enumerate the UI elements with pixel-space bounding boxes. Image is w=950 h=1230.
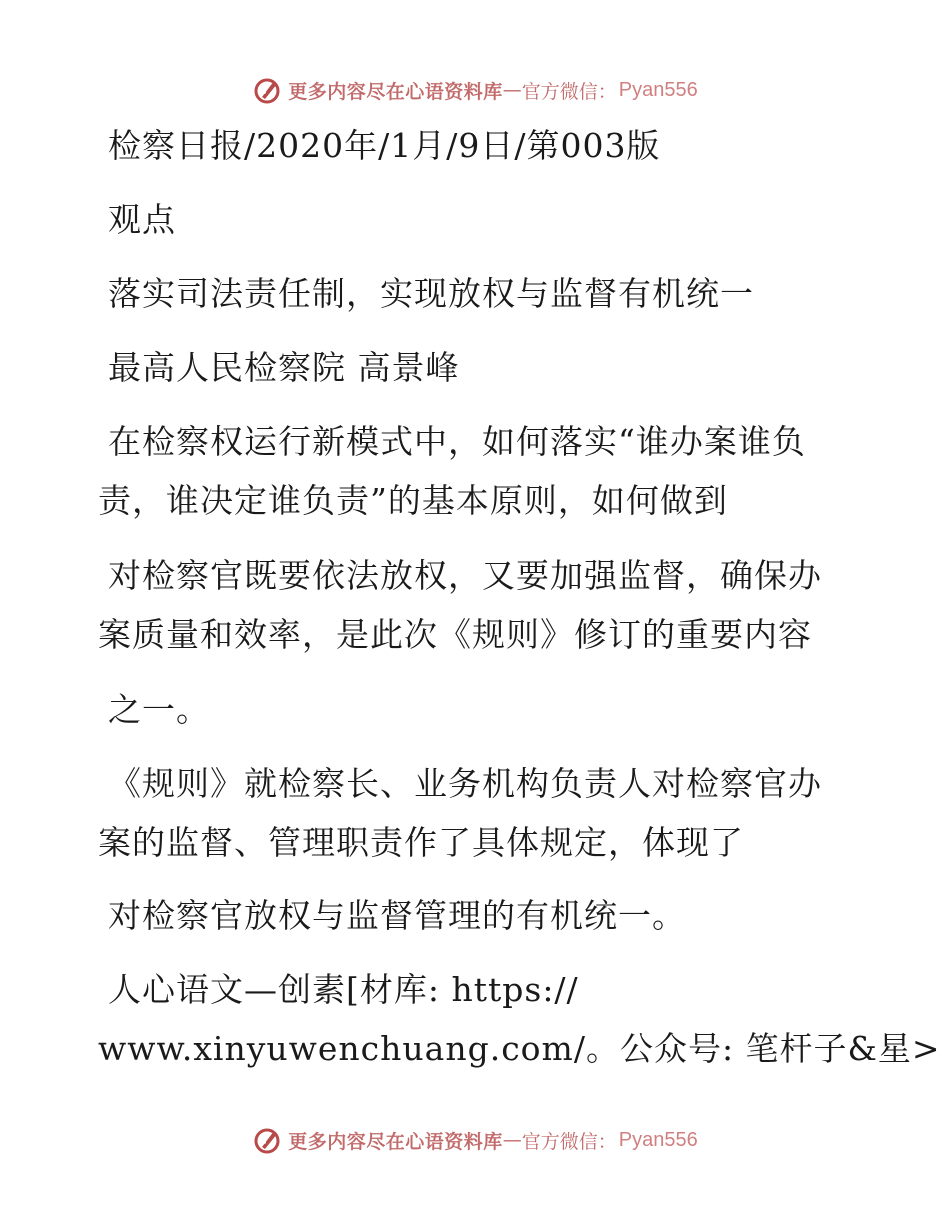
watermark-wechat-label: 官方微信： (521, 80, 617, 103)
watermark-wechat-label: 官方微信： (521, 1130, 617, 1153)
section-label: 观点 (108, 200, 176, 239)
watermark-text: 更多内容尽在心语资料库 (288, 1130, 503, 1153)
paragraph-line: www.xinyuwenchuang.com/。公众号: 笔杆子&星> (98, 1029, 941, 1068)
watermark-dash: — (502, 1129, 522, 1151)
pen-circle-logo-icon (252, 75, 282, 105)
headline: 落实司法责任制，实现放权与监督有机统一 (108, 274, 754, 313)
watermark-wechat-id: Pyan556 (618, 1128, 698, 1151)
paragraph-line: 对检察官既要依法放权，又要加强监督，确保办 (108, 556, 822, 595)
paragraph-line: 之一。 (108, 690, 210, 729)
dateline: 检察日报/2020年/1月/9日/第003版 (108, 126, 661, 165)
paragraph-line: 案质量和效率，是此次《规则》修订的重要内容 (98, 615, 812, 654)
byline: 最高人民检察院 高景峰 (108, 348, 460, 387)
paragraph-line: 案的监督、管理职责作了具体规定，体现了 (98, 823, 744, 862)
paragraph-line: 责，谁决定谁负责”的基本原则，如何做到 (98, 481, 728, 520)
watermark-banner-bottom (0, 1120, 950, 1160)
paragraph-line: 人心语文—创素[材库: https:// (108, 970, 579, 1009)
paragraph-line: 《规则》就检察长、业务机构负责人对检察官办 (108, 764, 822, 803)
pen-circle-logo-icon (252, 1125, 282, 1155)
watermark-text: 更多内容尽在心语资料库 (288, 80, 503, 103)
paragraph-line: 在检察权运行新模式中，如何落实“谁办案谁负 (108, 422, 806, 461)
watermark-dash: — (502, 79, 522, 101)
watermark-wechat-id: Pyan556 (618, 78, 698, 101)
watermark-banner-top (0, 70, 950, 110)
paragraph-line: 对检察官放权与监督管理的有机统一。 (108, 896, 686, 935)
